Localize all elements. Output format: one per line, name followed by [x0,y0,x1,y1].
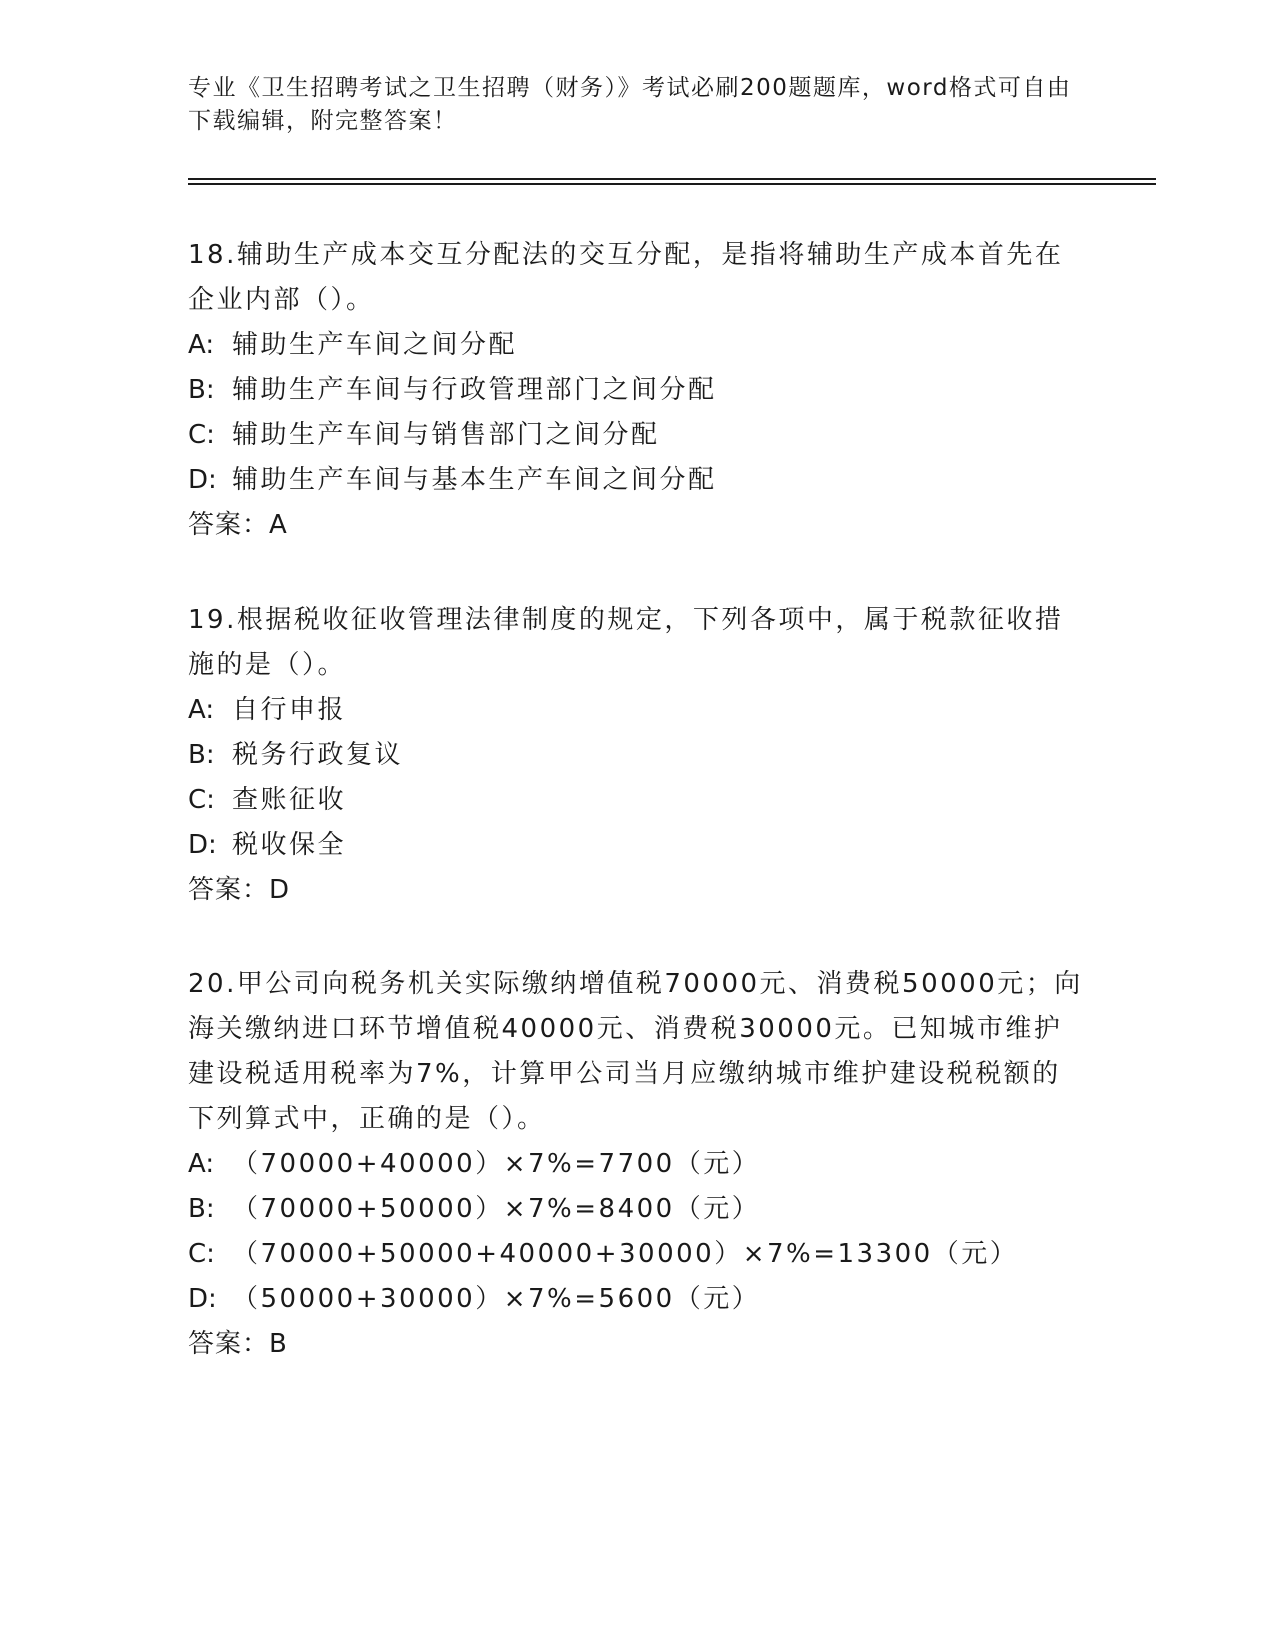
option-text: 税务行政复议 [232,740,404,770]
option-text: 辅助生产车间之间分配 [232,330,518,360]
option-label: B: [188,740,215,770]
header-divider-bottom [188,183,1156,185]
option-label: C: [188,1239,215,1269]
option-label: D: [188,465,217,495]
question-text: 19.根据税收征收管理法律制度的规定，下列各项中，属于税款征收措施的是（）。 [188,605,1064,680]
option-label: A: [188,330,215,360]
option-label: C: [188,785,215,815]
option-text: （70000+50000）×7%=8400（元） [232,1194,761,1224]
answer-line: 答案：A [188,510,288,540]
question-text: 20.甲公司向税务机关实际缴纳增值税70000元、消费税50000元；向海关缴纳进口环节增值税40000元、消费税30000元。已知城市维护建设税适用税率为7%，计算甲公司当月应缴纳城市维护建设税税额的下列算式中，正确的是（）。 [188,969,1083,1134]
option-a [188,688,1088,733]
option-text: 辅助生产车间与基本生产车间之间分配 [232,465,717,495]
question-19 [188,598,1088,913]
option-label: A: [188,1149,215,1179]
option-b [188,733,1088,778]
option-label: A: [188,695,215,725]
answer-line: 答案：D [188,875,291,905]
option-text: 辅助生产车间与行政管理部门之间分配 [232,375,717,405]
option-label: D: [188,830,217,860]
option-c [188,413,1088,458]
option-label: C: [188,420,215,450]
option-d [188,1277,1088,1322]
question-text: 18.辅助生产成本交互分配法的交互分配，是指将辅助生产成本首先在企业内部（）。 [188,240,1064,315]
option-c [188,1232,1088,1277]
option-text: 辅助生产车间与销售部门之间分配 [232,420,660,450]
option-a [188,1142,1088,1187]
option-text: （70000+50000+40000+30000）×7%=13300（元） [232,1239,1019,1269]
option-label: D: [188,1284,217,1314]
option-b [188,1187,1088,1232]
option-label: B: [188,375,215,405]
option-d [188,823,1088,868]
option-d [188,458,1088,503]
option-text: 查账征收 [232,785,347,815]
option-label: B: [188,1194,215,1224]
option-text: （70000+40000）×7%=7700（元） [232,1149,761,1179]
option-a [188,323,1088,368]
question-20 [188,962,1088,1367]
option-b [188,368,1088,413]
answer-line: 答案：B [188,1329,288,1359]
option-text: 税收保全 [232,830,347,860]
document-intro: 专业《卫生招聘考试之卫生招聘（财务）》考试必刷200题题库，word格式可自由下载编辑，附完整答案！ [188,75,1072,134]
option-text: （50000+30000）×7%=5600（元） [232,1284,761,1314]
option-text: 自行申报 [232,695,347,725]
option-c [188,778,1088,823]
question-18 [188,233,1088,548]
header-divider-top [188,178,1156,180]
